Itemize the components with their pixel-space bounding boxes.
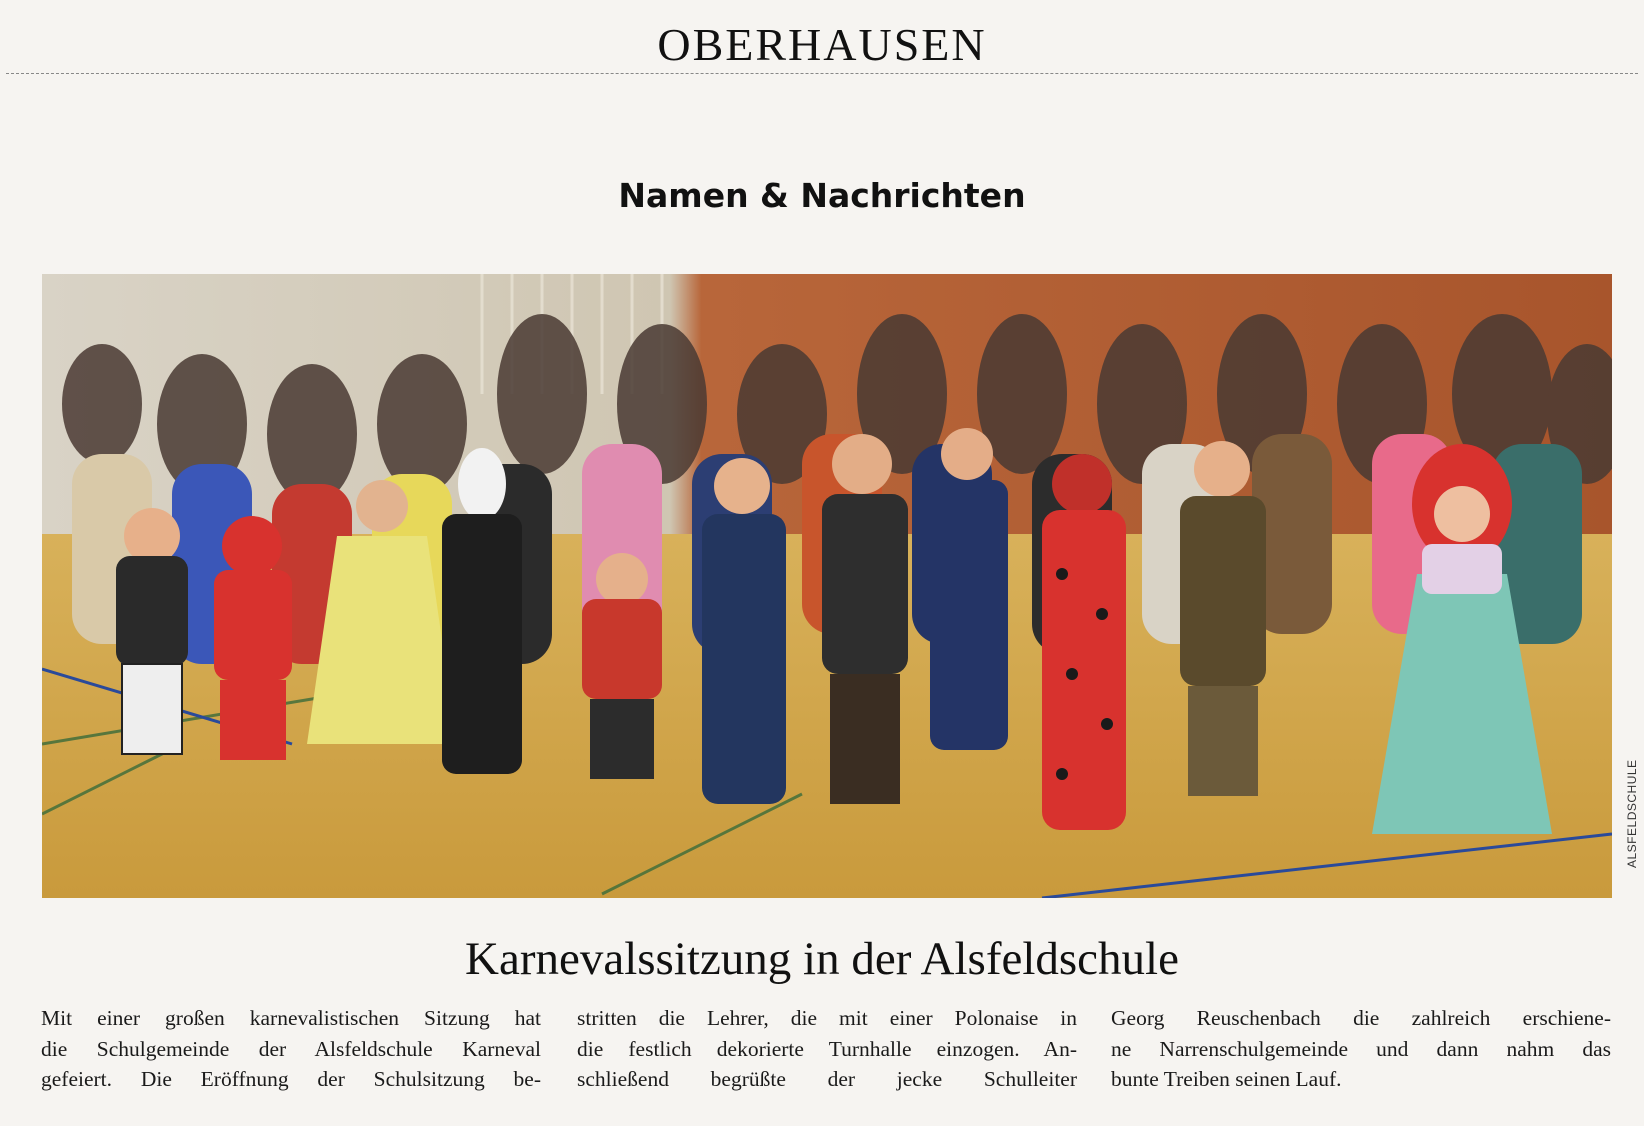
section-title: OBERHAUSEN (657, 19, 987, 70)
text-line: Georg Reuschenbach die zahlreich erschiene- (1111, 1006, 1611, 1030)
text-line: die Schulgemeinde der Alsfeldschule Karneval (41, 1036, 541, 1061)
photo-illustration (42, 274, 1612, 898)
kicker-heading: Namen & Nachrichten (618, 176, 1026, 215)
article-headline: Karnevalssitzung in der Alsfeldschule (465, 933, 1179, 985)
text-line: bunte Treiben seinen Lauf. (1111, 1067, 1342, 1091)
header-rule (6, 73, 1638, 74)
text-line: die festlich dekorierte Turnhalle einzogen. An- (577, 1036, 1077, 1061)
text-line: Mit einer großen karnevalistischen Sitzung hat (41, 1006, 541, 1030)
text-line: stritten die Lehrer, die mit einer Polonaise in (577, 1006, 1077, 1030)
article-column-2 (577, 1003, 1077, 1095)
text-line: ne Narrenschulgemeinde und dann nahm das (1111, 1036, 1611, 1061)
text-line: gefeiert. Die Eröffnung der Schulsitzung be- (41, 1067, 541, 1091)
photo-credit: ALSFELDSCHULE (1625, 759, 1639, 868)
article-column-1 (41, 1003, 541, 1095)
news-photo (42, 274, 1612, 898)
article-column-3 (1111, 1003, 1611, 1095)
text-line: schließend begrüßte der jecke Schulleiter (577, 1067, 1077, 1091)
